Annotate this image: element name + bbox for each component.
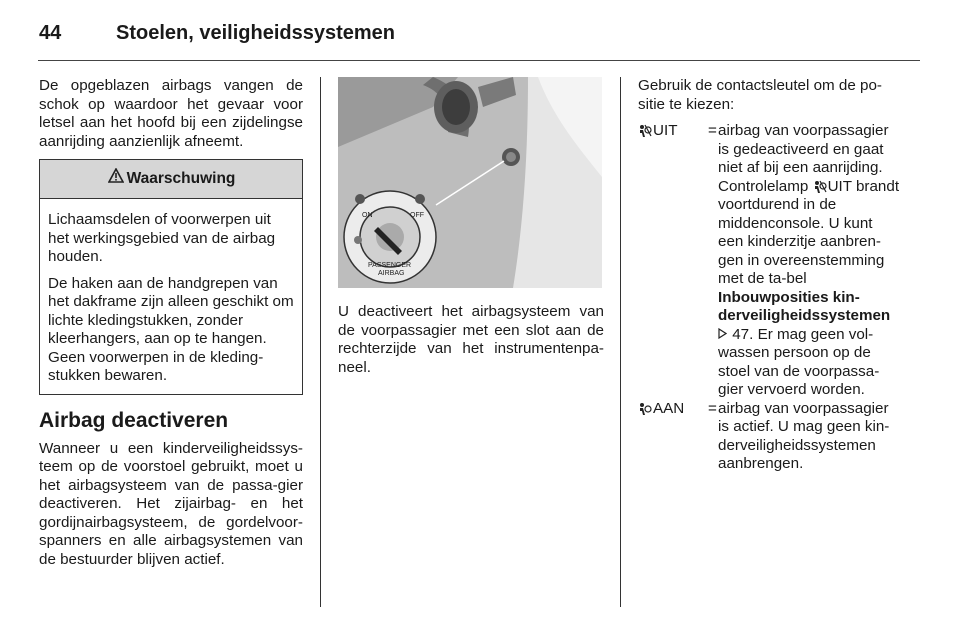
definition-uit-text-a: airbag van voorpassagier is gedeactiveerd en gaat niet af bij een aanrijding. Controlelamp: [718, 122, 889, 195]
airbag-switch-photo: [338, 77, 602, 288]
warning-title: Waarschuwing: [126, 170, 236, 187]
cross-reference-link[interactable]: Inbouwposities kin-derveiligheidssystemen: [718, 288, 891, 324]
term-uit-label: UIT: [653, 122, 678, 139]
position-row-uit: [638, 122, 902, 400]
label-off: OFF: [410, 212, 424, 219]
reference-arrow-icon: [718, 326, 728, 345]
warning-body: [40, 199, 302, 394]
page-title: Stoelen, veiligheidssystemen: [116, 22, 395, 44]
equals-sign: =: [708, 122, 717, 139]
warning-box: [39, 159, 303, 395]
column-divider-1: [320, 77, 321, 607]
position-row-aan: [638, 400, 902, 474]
warning-header: [40, 160, 302, 199]
warning-paragraph-2: De haken aan de handgrepen van het dakframe zijn alleen geschikt om lichte kledingstukken, zonder kleerhangers, aan op te hangen. Geen voorwerpen in de kleding-stukken bewaren.: [48, 274, 294, 384]
definition-aan: airbag van voorpassagier is actief. U mag geen kin-derveiligheidssystemen aanbrengen.: [718, 399, 890, 472]
warning-paragraph-1: Lichaamsdelen of voorwerpen uit het werkingsgebied van de airbag houden.: [48, 211, 276, 265]
label-on: ON: [362, 212, 373, 219]
label-airbag: AIRBAG: [378, 270, 405, 277]
definition-uit-text-b: UIT brandt voortdurend in de middenconsole. U kunt een kinderzitje aanbren-gen in overeenstemming met de ta-bel: [718, 177, 900, 287]
section-heading: Airbag deactiveren: [39, 408, 229, 432]
definition-uit-text-c: 47. Er mag geen vol-wassen persoon op de stoel van de voorpassa-gier vervoerd worden.: [718, 325, 880, 398]
header-rule: [38, 60, 920, 61]
term-aan-label: AAN: [653, 399, 685, 417]
position-intro: Gebruik de contactsleutel om de po-sitie te kiezen:: [638, 77, 882, 113]
term-uit: [638, 122, 708, 400]
airbag-on-icon: [638, 402, 652, 416]
warning-triangle-icon: [107, 160, 125, 198]
label-passenger: PASSENGER: [368, 262, 412, 269]
equals-sign: =: [708, 399, 717, 417]
definition-uit: [718, 122, 902, 400]
section-paragraph: Wanneer u een kinderveiligheidssys-teem op de voorstoel gebruikt, moet u het airbagsysteem van de passa-gier deactiveren. Het zijairbag- en het gordijnairbagsysteem, de gordelvoor-spanners en alle airbagsystemen van de bestuurder blijven actief.: [39, 439, 303, 568]
page-number: 44: [39, 22, 62, 44]
term-aan: [638, 400, 708, 474]
column-divider-2: [620, 77, 621, 607]
column-right: [638, 77, 902, 474]
airbag-off-icon: [638, 124, 652, 138]
page-header: [39, 22, 395, 45]
airbag-off-icon: [813, 180, 827, 194]
column-left: [39, 77, 303, 569]
photo-caption: U deactiveert het airbagsysteem van de voorpassagier met een slot aan de rechterzijde van het instrumentenpa-neel.: [338, 303, 604, 376]
intro-paragraph: De opgeblazen airbags vangen de schok op waardoor het gevaar voor letsel aan het hoofd bij een zijdelingse aanrijding aanzienlijk afneemt.: [39, 77, 303, 150]
